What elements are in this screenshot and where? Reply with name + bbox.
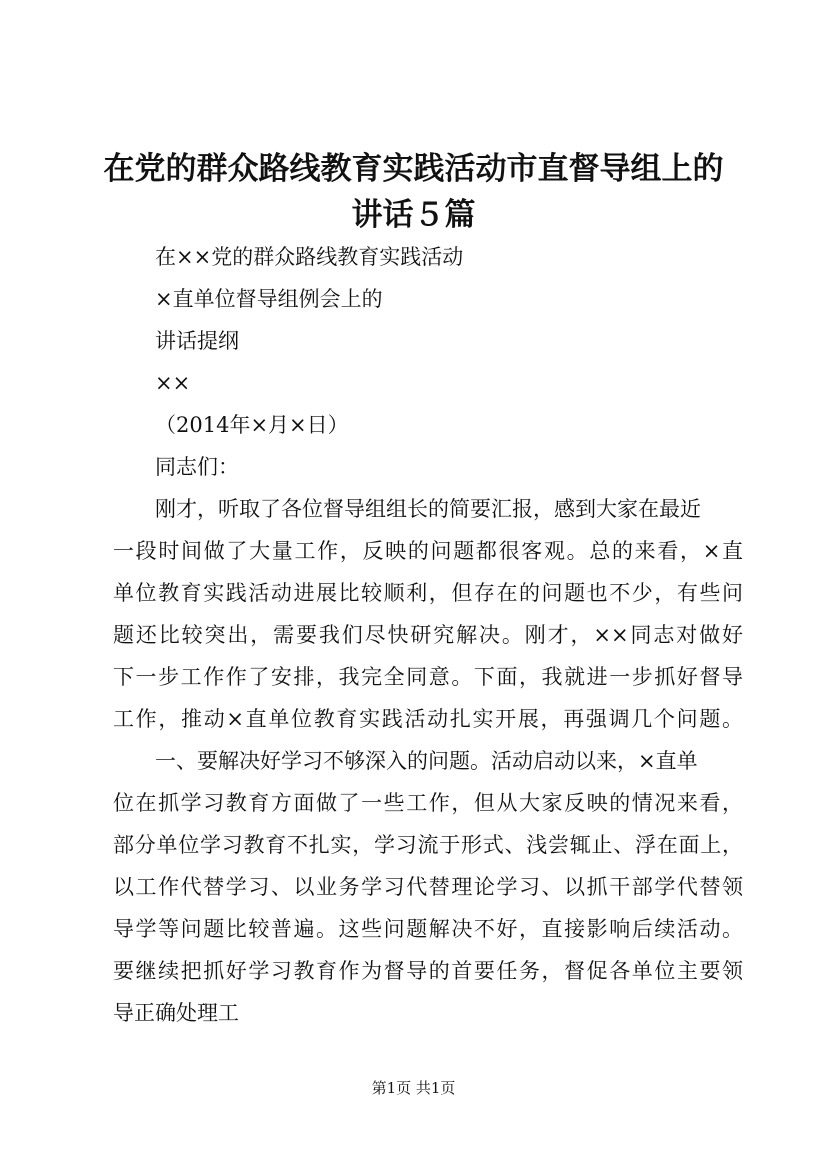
paragraph-line: 导正确处理工 <box>113 1001 239 1025</box>
paragraph-line: 一段时间做了大量工作，反映的问题都很客观。总的来看，×直 <box>113 539 743 563</box>
header-line-date: （2014年×月×日） <box>155 413 349 437</box>
document-title <box>80 146 747 238</box>
paragraph-line: 位在抓学习教育方面做了一些工作，但从大家反映的情况来看， <box>113 791 743 815</box>
paragraph-line: 下一步工作作了安排，我完全同意。下面，我就进一步抓好督导 <box>113 665 743 689</box>
header-line-meeting: ×直单位督导组例会上的 <box>155 287 383 311</box>
header-line-speaker: ×× <box>155 371 191 395</box>
title-line-1: 在党的群众路线教育实践活动市直督导组上的 <box>103 151 724 187</box>
paragraph-line: 刚才，听取了各位督导组组长的简要汇报，感到大家在最近 <box>155 497 701 521</box>
paragraph-line: 导学等问题比较普遍。这些问题解决不好，直接影响后续活动。 <box>113 917 743 941</box>
header-line-outline: 讲话提纲 <box>155 329 239 353</box>
paragraph-line: 部分单位学习教育不扎实，学习流于形式、浅尝辄止、浮在面上， <box>113 833 743 857</box>
paragraph-2 <box>113 740 743 1034</box>
header-line-event: 在××党的群众路线教育实践活动 <box>155 245 464 269</box>
paragraph-line: 以工作代替学习、以业务学习代替理论学习、以抓干部学代替领 <box>113 875 743 899</box>
salutation: 同志们： <box>155 455 239 479</box>
document-body <box>113 236 743 1034</box>
paragraph-line: 单位教育实践活动进展比较顺利，但存在的问题也不少，有些问 <box>113 581 743 605</box>
paragraph-line: 工作，推动×直单位教育实践活动扎实开展，再强调几个问题。 <box>113 707 743 731</box>
paragraph-line: 一、要解决好学习不够深入的问题。活动启动以来，×直单 <box>155 749 698 773</box>
paragraph-line: 要继续把抓好学习教育作为督导的首要任务，督促各单位主要领 <box>113 959 743 983</box>
page-footer: 第1页 共1页 <box>371 1079 456 1097</box>
paragraph-1 <box>113 488 743 740</box>
paragraph-line: 题还比较突出，需要我们尽快研究解决。刚才，××同志对做好 <box>113 623 743 647</box>
title-line-2: 讲话５篇 <box>351 197 476 233</box>
